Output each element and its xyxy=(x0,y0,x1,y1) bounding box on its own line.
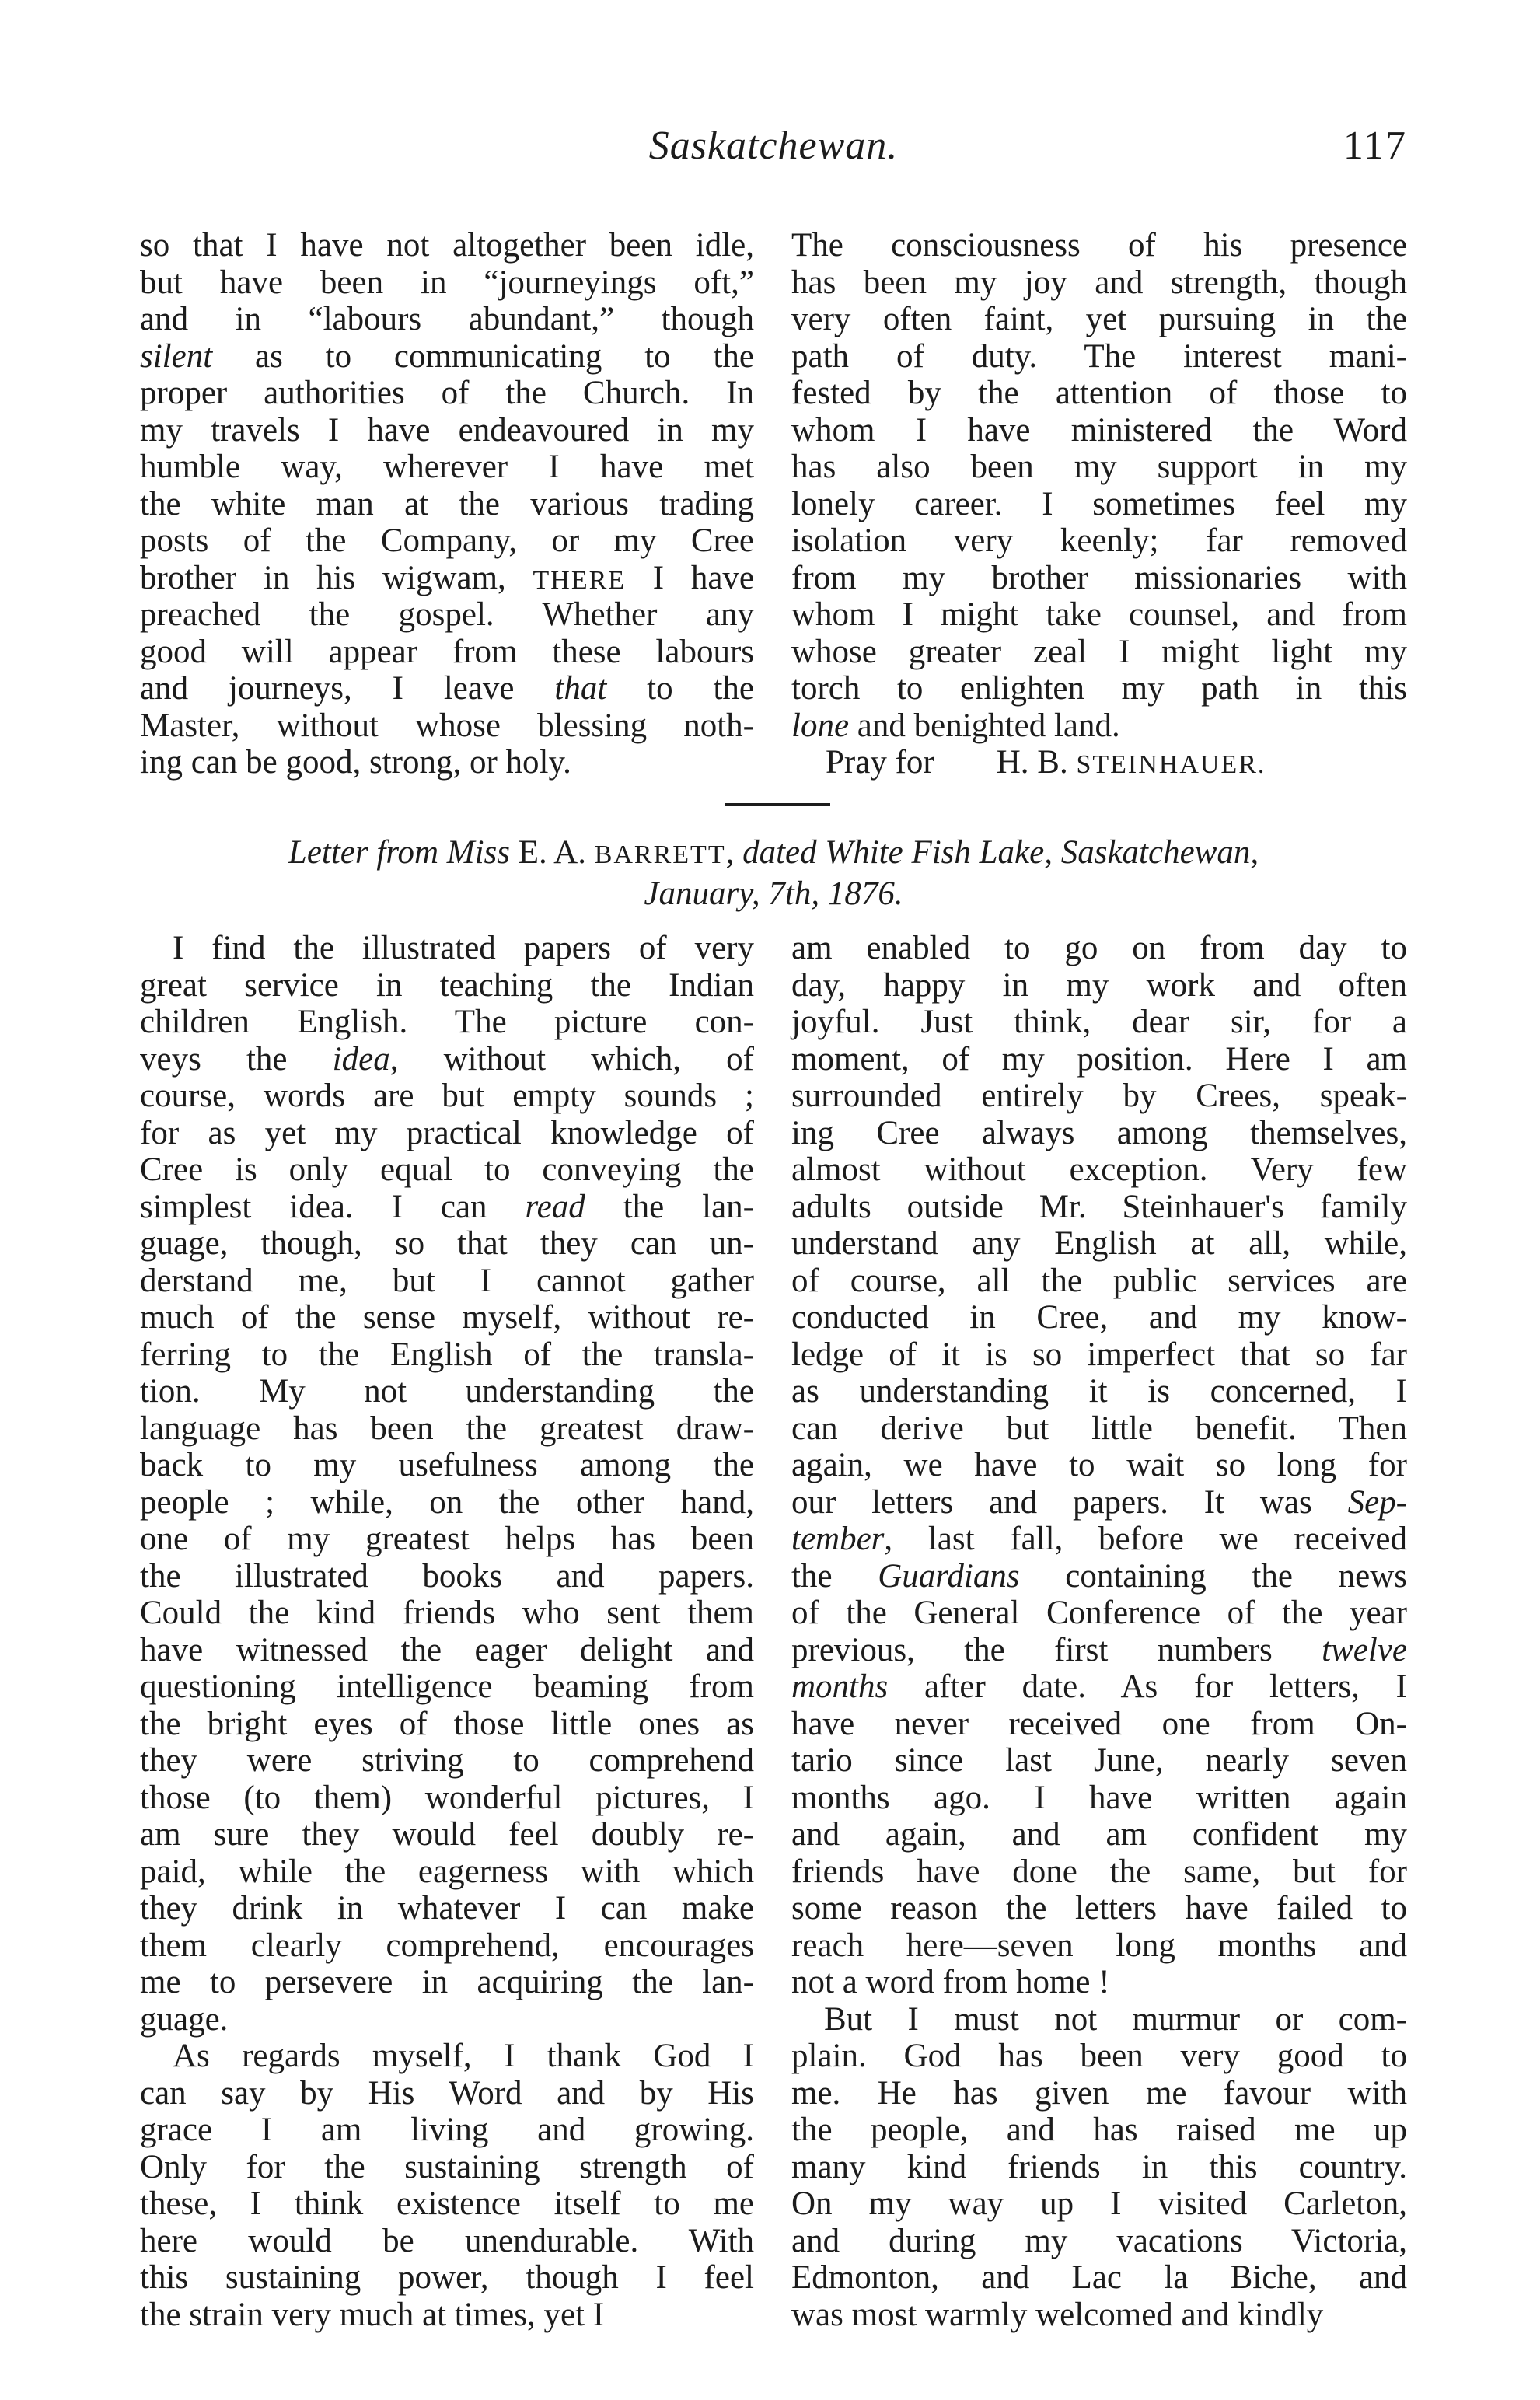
text-line: But I must not murmur or com- xyxy=(824,2000,1407,2038)
letter-right-column xyxy=(791,930,1407,2333)
text-line: and again, and am confident my xyxy=(791,1816,1407,1853)
text-line: guage, though, so that they can un- xyxy=(140,1225,754,1262)
text-line: proper authorities of the Church. In xyxy=(140,375,754,411)
text-line: for as yet my practical knowledge of xyxy=(140,1114,754,1151)
italic-text: silent xyxy=(140,337,213,375)
text-line: ing can be good, strong, or holy. xyxy=(140,744,571,781)
text-line: tion. My not understanding the xyxy=(140,1373,754,1410)
text-line: questioning intelligence beaming from xyxy=(140,1668,754,1705)
heading-italic-text: Letter from Miss xyxy=(288,834,519,871)
text-line: so that I have not altogether been idle, xyxy=(140,227,754,264)
text-line: joyful. Just think, dear sir, for a xyxy=(791,1004,1407,1040)
text-line: whose greater zeal I might light my xyxy=(791,633,1407,670)
text-line: humble way, wherever I have met xyxy=(140,449,754,485)
text-line: day, happy in my work and often xyxy=(791,966,1407,1004)
text-line: silent as to communicating to the xyxy=(140,337,754,375)
text-line: ferring to the English of the transla- xyxy=(140,1336,754,1373)
text-line: again, we have to wait so long for xyxy=(791,1447,1407,1483)
closing-text: Pray for xyxy=(826,744,934,781)
text-line: posts of the Company, or my Cree xyxy=(140,522,754,559)
italic-text: Sep- xyxy=(1347,1483,1407,1521)
text-line: of the General Conference of the year xyxy=(791,1595,1407,1631)
text-line: isolation very keenly; far removed xyxy=(791,522,1407,559)
text-line: almost without exception. Very few xyxy=(791,1151,1407,1188)
text-line: can derive but little benefit. Then xyxy=(791,1410,1407,1447)
text-line: some reason the letters have failed to xyxy=(791,1890,1407,1927)
letter-date: January, 7th, 1876. xyxy=(644,875,903,912)
text-line: many kind friends in this country. xyxy=(791,2148,1407,2185)
italic-text: months xyxy=(791,1668,889,1705)
italic-text: lone xyxy=(791,707,850,744)
small-caps-text: THERE xyxy=(533,565,627,595)
text-line: can say by His Word and by His xyxy=(140,2074,754,2112)
text-line: me. He has given me favour with xyxy=(791,2074,1407,2112)
text-line: and during my vacations Victoria, xyxy=(791,2222,1407,2259)
text-line: As regards myself, I thank God I xyxy=(173,2038,754,2074)
text-line: good will appear from these labours xyxy=(140,633,754,670)
text-line: veys the idea, without which, of xyxy=(140,1040,754,1078)
text-line: am enabled to go on from day to xyxy=(791,930,1407,966)
text-line: me to persevere in acquiring the lan- xyxy=(140,1964,754,2000)
text-line: On my way up I visited Carleton, xyxy=(791,2185,1407,2222)
section1-left-column xyxy=(140,227,754,781)
text-line: and journeys, I leave that to the xyxy=(140,670,754,707)
page-number: 117 xyxy=(1343,124,1407,168)
text-line: reach here—seven long months and xyxy=(791,1927,1407,1964)
italic-text: twelve xyxy=(1322,1631,1407,1668)
text-line: The consciousness of his presence xyxy=(791,227,1407,264)
text-line: simplest idea. I can read the lan- xyxy=(140,1188,754,1225)
heading-surname: BARRETT xyxy=(594,840,726,869)
heading-italic-text: , dated White Fish Lake, Saskatchewan, xyxy=(725,834,1259,871)
text-line: months ago. I have written again xyxy=(791,1779,1407,1816)
text-line: ledge of it is so imperfect that so far xyxy=(791,1336,1407,1373)
letter-left-lines xyxy=(140,930,754,2333)
text-line: language has been the greatest draw- xyxy=(140,1410,754,1447)
text-line: this sustaining power, though I feel xyxy=(140,2259,754,2296)
text-line: understand any English at all, while, xyxy=(791,1225,1407,1262)
text-line: fested by the attention of those to xyxy=(791,375,1407,411)
running-head xyxy=(140,123,1407,177)
text-line: great service in teaching the Indian xyxy=(140,966,754,1004)
text-line: Only for the sustaining strength of xyxy=(140,2148,754,2185)
text-line: but have been in “journeyings oft,” xyxy=(140,264,754,301)
text-line: guage. xyxy=(140,2000,229,2038)
text-line: those (to them) wonderful pictures, I xyxy=(140,1779,754,1816)
text-line: of course, all the public services are xyxy=(791,1262,1407,1299)
text-line: I find the illustrated papers of very xyxy=(173,930,754,966)
text-line: tario since last June, nearly seven xyxy=(791,1742,1407,1779)
text-line: and in “labours abundant,” though xyxy=(140,301,754,337)
text-line: one of my greatest helps has been xyxy=(140,1521,754,1557)
text-line: friends have done the same, but for xyxy=(791,1853,1407,1890)
text-line: them clearly comprehend, encourages xyxy=(140,1927,754,1964)
text-line: the white man at the various trading xyxy=(140,485,754,522)
letter-heading xyxy=(140,833,1407,914)
text-line: have never received one from On- xyxy=(791,1705,1407,1742)
italic-text: read xyxy=(525,1188,585,1225)
text-line: torch to enlighten my path in this xyxy=(791,670,1407,707)
section1-right-column xyxy=(791,227,1407,781)
text-line: has been my joy and strength, though xyxy=(791,264,1407,301)
text-line: preached the gospel. Whether any xyxy=(140,596,754,633)
text-line: they drink in whatever I can make xyxy=(140,1890,754,1927)
text-line: surrounded entirely by Crees, speak- xyxy=(791,1078,1407,1114)
text-line: plain. God has been very good to xyxy=(791,2038,1407,2074)
text-line: whom I might take counsel, and from xyxy=(791,596,1407,633)
text-line: from my brother missionaries with xyxy=(791,559,1407,596)
text-line: not a word from home ! xyxy=(791,1964,1110,2000)
text-line: people ; while, on the other hand, xyxy=(140,1483,754,1521)
italic-text: tember xyxy=(791,1521,885,1557)
letter-left-column xyxy=(140,930,754,2333)
text-line: months after date. As for letters, I xyxy=(791,1668,1407,1705)
text-line: as understanding it is concerned, I xyxy=(791,1373,1407,1410)
section1-left-lines xyxy=(140,227,754,781)
signature-line xyxy=(791,744,1407,781)
text-line: these, I think existence itself to me xyxy=(140,2185,754,2222)
letter-right-lines xyxy=(791,930,1407,2333)
text-line: was most warmly welcomed and kindly xyxy=(791,2296,1324,2333)
text-line: conducted in Cree, and my know- xyxy=(791,1299,1407,1336)
text-line: the Guardians containing the news xyxy=(791,1557,1407,1595)
text-line: ing Cree always among themselves, xyxy=(791,1114,1407,1151)
text-line: path of duty. The interest mani- xyxy=(791,337,1407,375)
text-line: am sure they would feel doubly re- xyxy=(140,1816,754,1853)
text-line: derstand me, but I cannot gather xyxy=(140,1262,754,1299)
text-line: adults outside Mr. Steinhauer's family xyxy=(791,1188,1407,1225)
text-line: lonely career. I sometimes feel my xyxy=(791,485,1407,522)
italic-text: Guardians xyxy=(878,1557,1020,1595)
text-line: the illustrated books and papers. xyxy=(140,1557,754,1595)
heading-initials: E. A. xyxy=(518,834,595,871)
text-line: the strain very much at times, yet I xyxy=(140,2296,605,2333)
text-line: previous, the first numbers twelve xyxy=(791,1631,1407,1668)
text-line: lone and benighted land. xyxy=(791,707,1120,744)
text-line: the people, and has raised me up xyxy=(791,2112,1407,2148)
text-line: course, words are but empty sounds ; xyxy=(140,1078,754,1114)
text-line: they were striving to comprehend xyxy=(140,1742,754,1779)
text-line: our letters and papers. It was Sep- xyxy=(791,1483,1407,1521)
text-line: moment, of my position. Here I am xyxy=(791,1040,1407,1078)
letter-heading-line-1 xyxy=(140,833,1407,875)
text-line: the bright eyes of those little ones as xyxy=(140,1705,754,1742)
text-line: much of the sense myself, without re- xyxy=(140,1299,754,1336)
text-line: paid, while the eagerness with which xyxy=(140,1853,754,1890)
italic-text: idea xyxy=(332,1040,390,1078)
text-line: whom I have ministered the Word xyxy=(791,411,1407,449)
text-line: children English. The picture con- xyxy=(140,1004,754,1040)
text-line: has also been my support in my xyxy=(791,449,1407,485)
section1-right-lines xyxy=(791,227,1407,744)
text-line: Master, without whose blessing noth- xyxy=(140,707,754,744)
text-line: have witnessed the eager delight and xyxy=(140,1631,754,1668)
signature-initials: H. B. xyxy=(996,744,1068,781)
text-line: brother in his wigwam, THERE I have xyxy=(140,559,754,596)
signature-name: STEINHAUER. xyxy=(1076,750,1266,779)
text-line: grace I am living and growing. xyxy=(140,2112,754,2148)
text-line: my travels I have endeavoured in my xyxy=(140,411,754,449)
running-title: Saskatchewan. xyxy=(648,124,899,168)
italic-text: that xyxy=(554,670,607,707)
text-line: Edmonton, and Lac la Biche, and xyxy=(791,2259,1407,2296)
text-line: tember, last fall, before we received xyxy=(791,1521,1407,1557)
letter-heading-line-2 xyxy=(140,875,1407,914)
text-line: back to my usefulness among the xyxy=(140,1447,754,1483)
text-line: here would be unendurable. With xyxy=(140,2222,754,2259)
section-divider xyxy=(725,803,830,806)
text-line: very often faint, yet pursuing in the xyxy=(791,301,1407,337)
text-line: Could the kind friends who sent them xyxy=(140,1595,754,1631)
text-line: Cree is only equal to conveying the xyxy=(140,1151,754,1188)
